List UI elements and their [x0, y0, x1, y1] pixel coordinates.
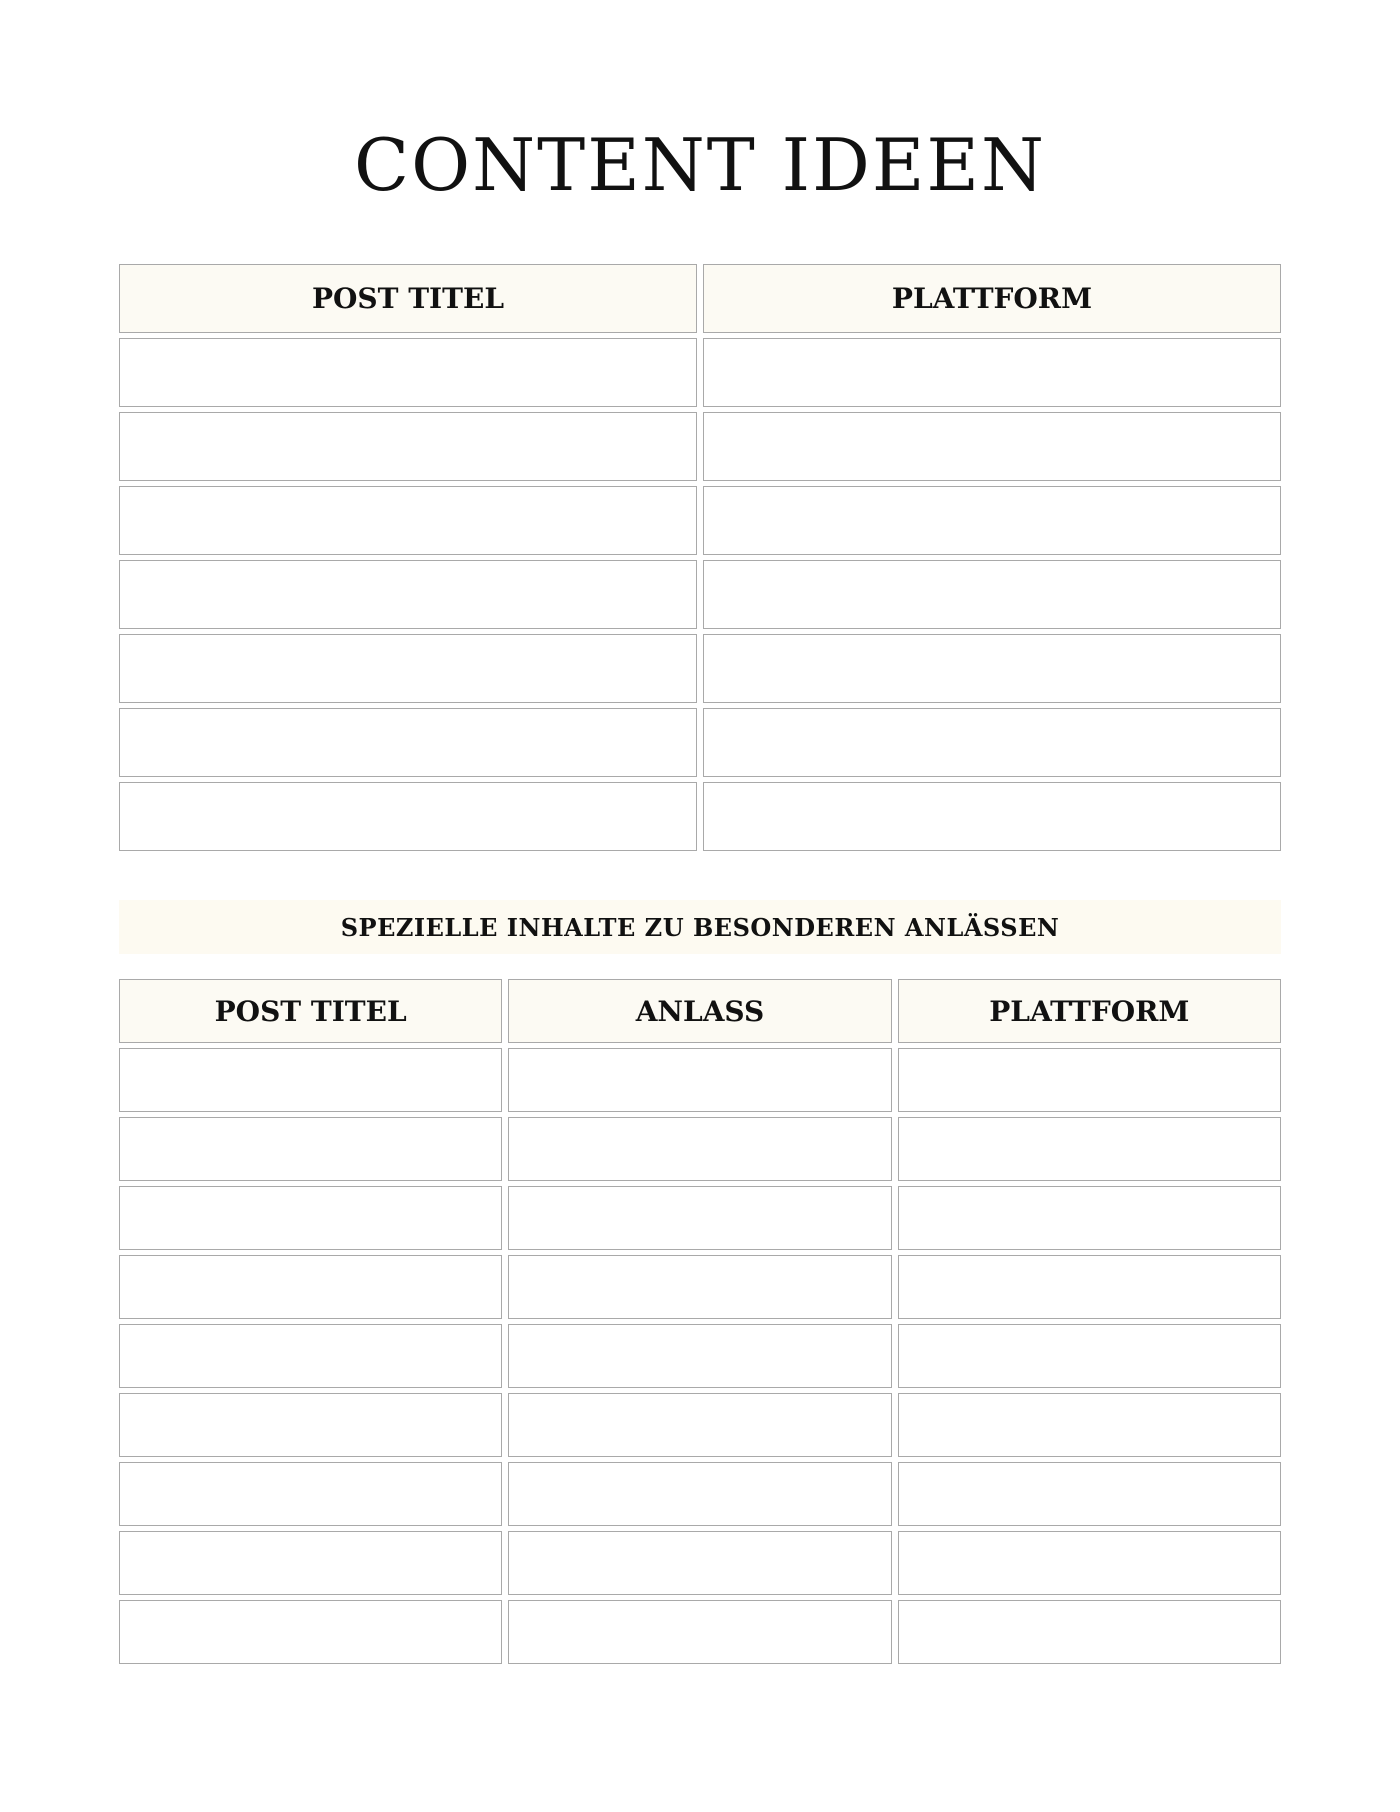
table-cell-plattform[interactable]	[898, 1600, 1281, 1664]
table-cell-post-titel[interactable]	[119, 412, 697, 481]
table-cell-plattform[interactable]	[703, 708, 1281, 777]
page-title: CONTENT IDEEN	[354, 123, 1046, 207]
table-cell-post-titel[interactable]	[119, 1048, 502, 1112]
section-banner: SPEZIELLE INHALTE ZU BESONDEREN ANLÄSSEN	[119, 900, 1281, 954]
table-cell-anlass[interactable]	[508, 1117, 891, 1181]
table-cell-post-titel[interactable]	[119, 1462, 502, 1526]
table-cell-post-titel[interactable]	[119, 1531, 502, 1595]
table-cell-post-titel[interactable]	[119, 782, 697, 851]
content-ideas-table	[119, 264, 1281, 851]
table-cell-plattform[interactable]	[703, 560, 1281, 629]
table-cell-post-titel[interactable]	[119, 1393, 502, 1457]
table-cell-post-titel[interactable]	[119, 708, 697, 777]
table-cell-post-titel[interactable]	[119, 560, 697, 629]
table-cell-plattform[interactable]	[703, 634, 1281, 703]
header-plattform: PLATTFORM	[898, 979, 1281, 1043]
table-cell-post-titel[interactable]	[119, 1117, 502, 1181]
table-cell-plattform[interactable]	[703, 486, 1281, 555]
table-cell-anlass[interactable]	[508, 1048, 891, 1112]
table-cell-post-titel[interactable]	[119, 634, 697, 703]
table-cell-post-titel[interactable]	[119, 1600, 502, 1664]
table-cell-post-titel[interactable]	[119, 486, 697, 555]
table-cell-anlass[interactable]	[508, 1186, 891, 1250]
table-cell-plattform[interactable]	[898, 1255, 1281, 1319]
table-cell-plattform[interactable]	[703, 338, 1281, 407]
table-cell-plattform[interactable]	[898, 1462, 1281, 1526]
table-cell-post-titel[interactable]	[119, 1186, 502, 1250]
table-cell-plattform[interactable]	[898, 1048, 1281, 1112]
table-cell-plattform[interactable]	[898, 1186, 1281, 1250]
table-cell-anlass[interactable]	[508, 1462, 891, 1526]
table-cell-anlass[interactable]	[508, 1600, 891, 1664]
table-cell-plattform[interactable]	[703, 412, 1281, 481]
header-post-titel: POST TITEL	[119, 264, 697, 333]
header-anlass: ANLASS	[508, 979, 891, 1043]
table-cell-anlass[interactable]	[508, 1393, 891, 1457]
table-cell-anlass[interactable]	[508, 1324, 891, 1388]
table-cell-plattform[interactable]	[898, 1117, 1281, 1181]
special-occasions-table	[119, 979, 1281, 1664]
header-plattform: PLATTFORM	[703, 264, 1281, 333]
table-cell-plattform[interactable]	[703, 782, 1281, 851]
table-cell-anlass[interactable]	[508, 1531, 891, 1595]
table-cell-plattform[interactable]	[898, 1393, 1281, 1457]
table-cell-anlass[interactable]	[508, 1255, 891, 1319]
table-cell-post-titel[interactable]	[119, 1255, 502, 1319]
table-cell-post-titel[interactable]	[119, 338, 697, 407]
table-cell-post-titel[interactable]	[119, 1324, 502, 1388]
header-post-titel: POST TITEL	[119, 979, 502, 1043]
table-cell-plattform[interactable]	[898, 1324, 1281, 1388]
table-cell-plattform[interactable]	[898, 1531, 1281, 1595]
